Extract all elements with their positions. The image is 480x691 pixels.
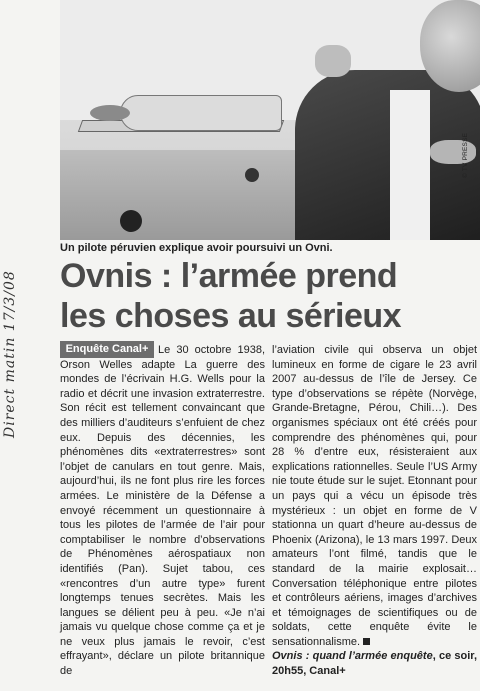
plane-illustration [120,95,282,131]
article-paragraph-1: Le 30 octobre 1938, Orson Welles adapte La guerre des mondes de l’écrivain H.G. Wells pour la radio et décrit une invasion extraterrestre. Son récit est tellement convaincant que des milliers d’auditeurs s’enfuient de chez eux. Depuis des décennies, les phénomènes dits «extraterrestres» sont l’objet de canulars en tout genre. Mais, aujourd’hui, ils ne font plus rire les forces armées. Le ministère de la Défense a envoyé récemment un questionnaire à tous les pilotes de l’armée de l’air pour comptabiliser le nombre d’observations de Phénomènes aérospatiaux non identifiés (Pan). Sujet tabou, ces «rencontres d’un autre type» furent longtemps tenues secrètes. Mais les langues se délient peu à peu. «Je n’ai jamais vu quelque chose comme ça et je ne veux plus jamais le revoir, c’est effrayant», déclare un pilote britannique de [60,344,265,678]
photo-credit: © TV PRESSE [462,132,469,178]
photo-caption: Un pilote péruvien explique avoir poursuivi un Ovni. [60,242,333,254]
article-paragraph-2: l’aviation civile qui observa un objet lumineux en forme de cigare le 23 avril 2007 au-dessus de l’île de Jersey. Ce type d’observations se répète (Norvège, Grande-Bretagne, Pérou, Chili…). Des organismes spéciaux ont été créés pour comprendre des phénomènes qui, pour 28 % d’entre eux, résisteraient aux explications rationnelles. Seule l’US Army nie toute étude sur le sujet. Etonnant pour un pays qui a vécu un épisode très mystérieux : un objet en forme de V stationna un quart d’heure au-dessus de Phoenix (Arizona), le 13 mars 1997. Deux amateurs l’ont filmé, tandis que le standard de la mairie explosait… Conversation téléphonique entre pilotes et contrôleurs aériens, images d’archives et témoignages de scientifiques ou de soldats, cette enquête évite le sensationnalisme. [272,344,477,648]
program-info [272,649,477,678]
article-column-2 [272,343,477,679]
section-tag: Enquête Canal+ [60,341,154,358]
headline-line-1: Ovnis : l’armée prend [60,257,398,295]
end-mark-icon [363,638,370,645]
handwritten-annotation: Direct matin 17/3/08 [2,270,18,438]
article-column-1 [60,343,265,679]
program-schedule: , ce soir, 20h55, Canal+ [272,650,478,678]
program-title: Ovnis : quand l’armée enquête [272,650,433,663]
headline [60,256,478,336]
headline-line-2: les choses au sérieux [60,297,402,335]
article-photo [60,0,480,240]
